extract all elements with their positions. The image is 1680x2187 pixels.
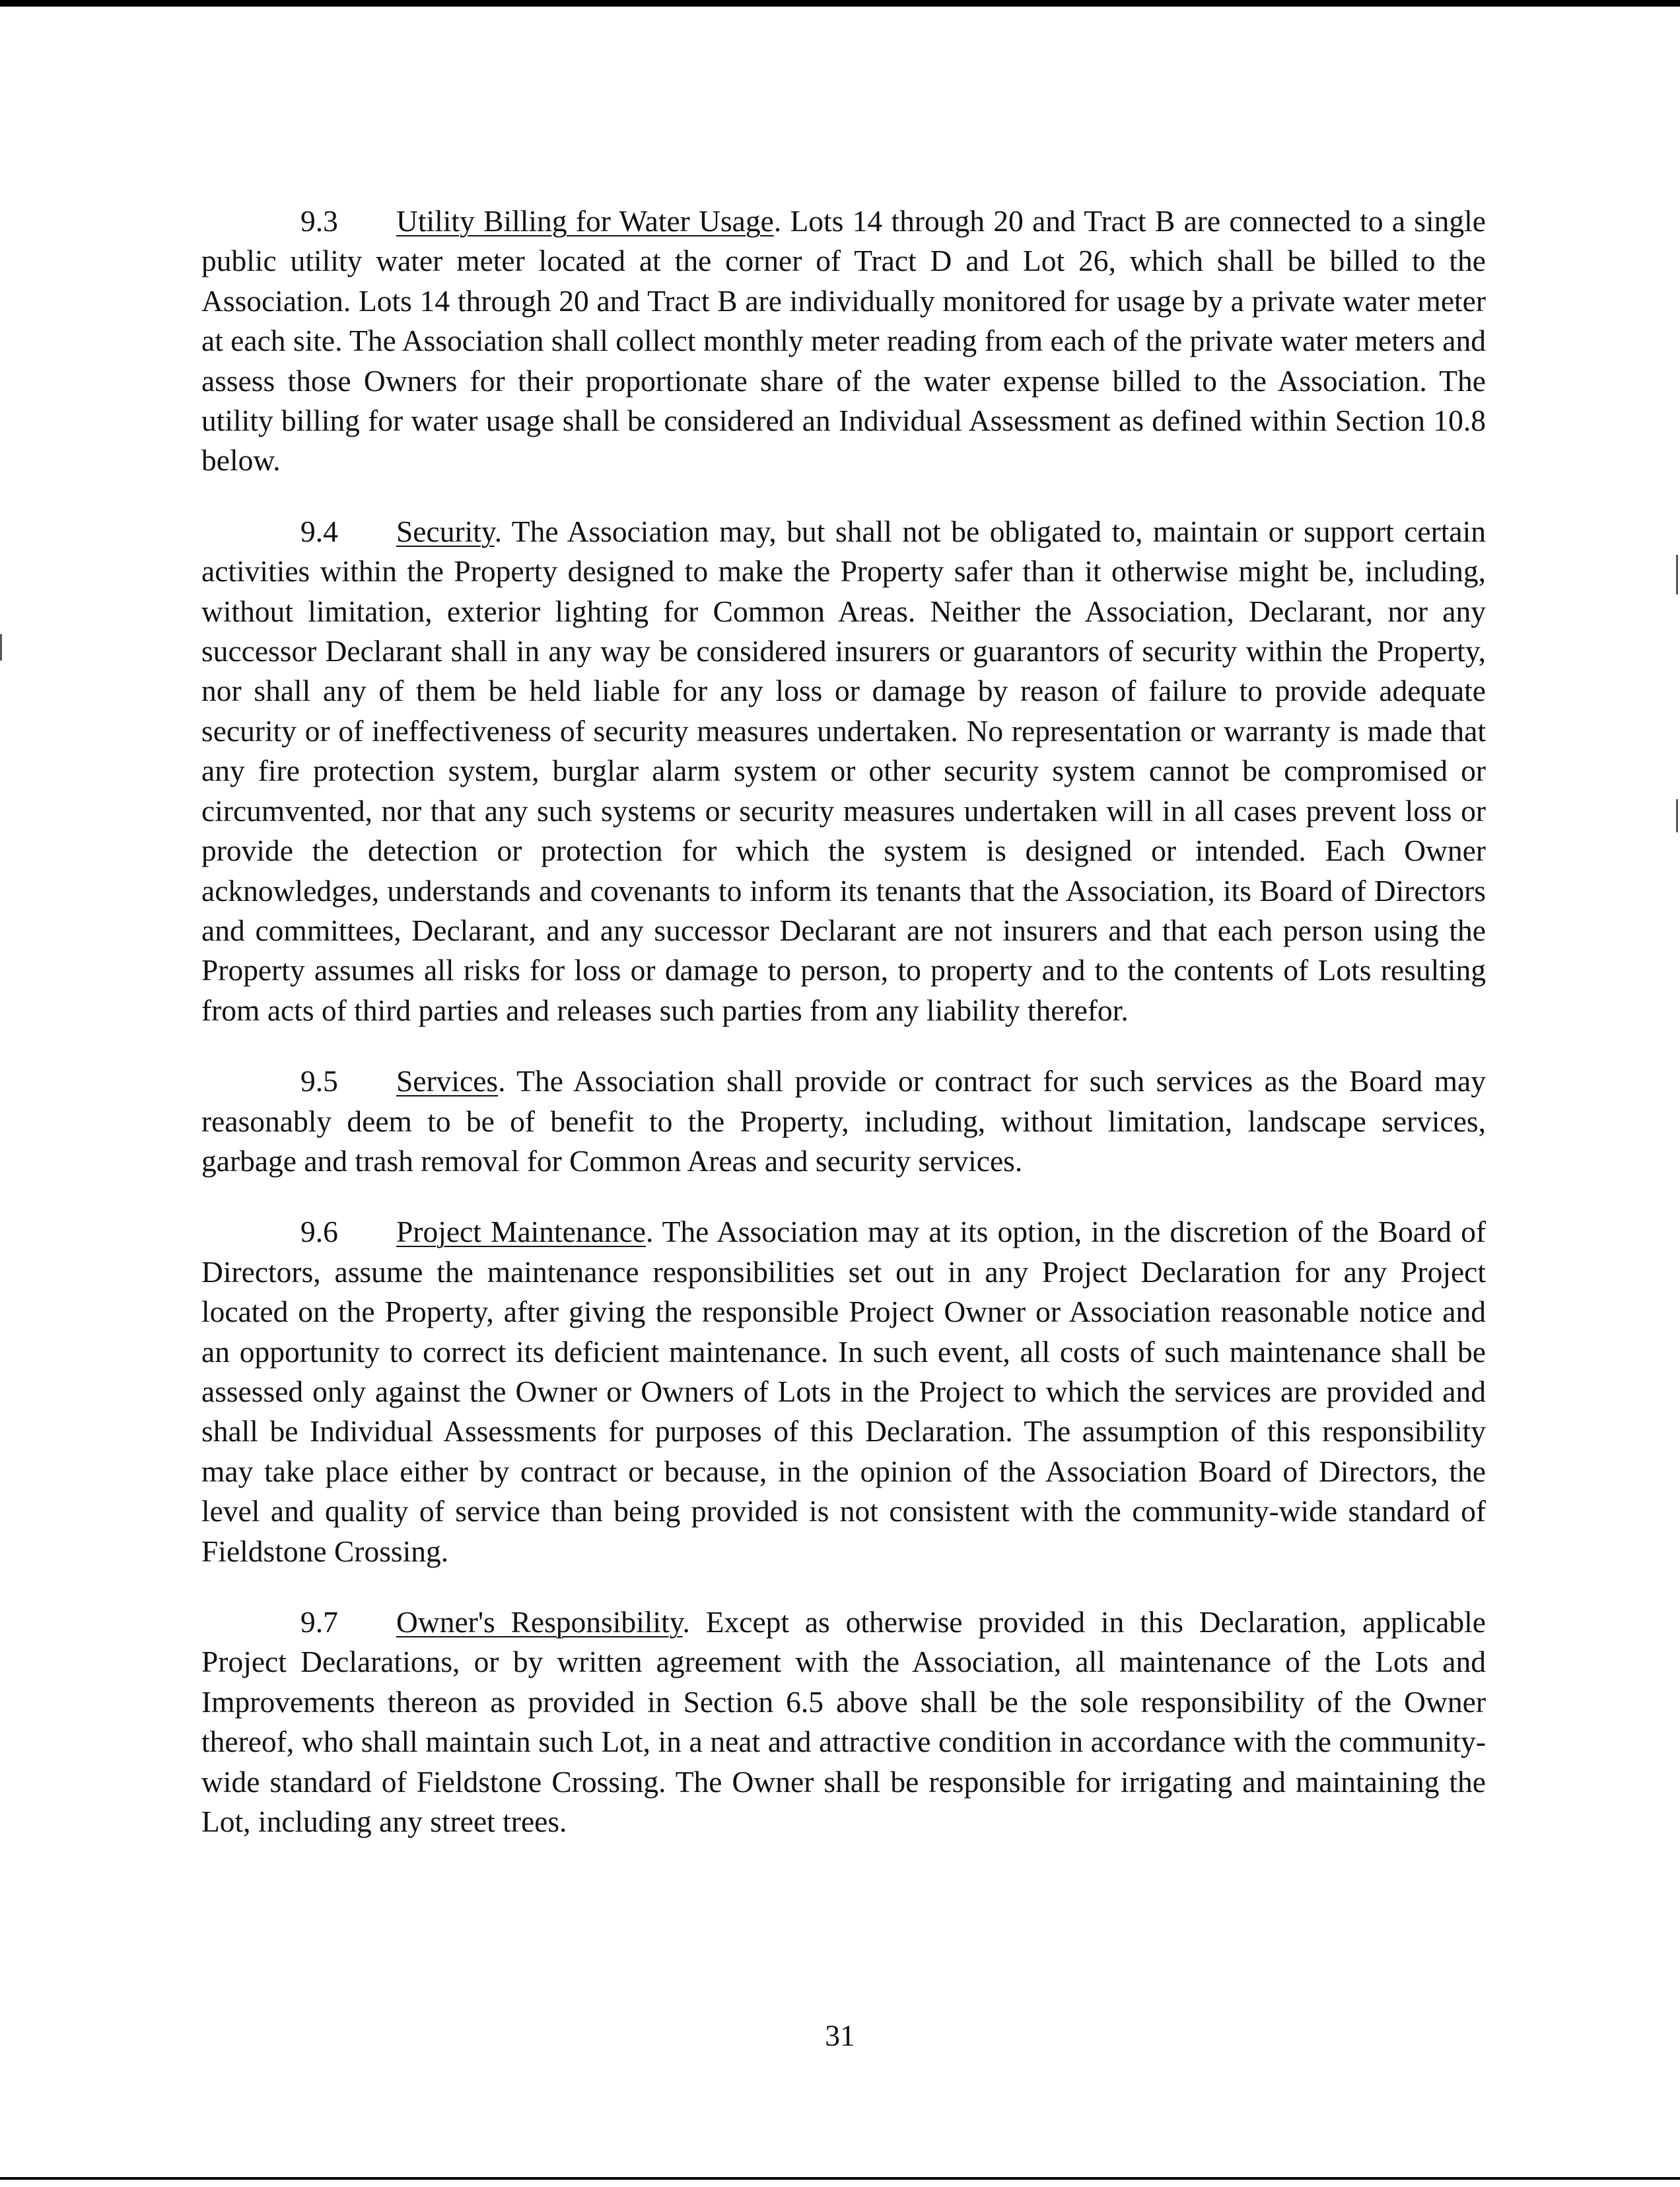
section-title: Utility Billing for Water Usage <box>396 204 774 238</box>
bottom-scan-border <box>0 2177 1680 2180</box>
section-9-5-paragraph <box>201 1061 1486 1181</box>
section-title: Security <box>396 514 495 548</box>
section-title: Project Maintenance <box>396 1215 646 1249</box>
section-number: 9.6 <box>300 1215 338 1249</box>
section-9-3-paragraph <box>201 201 1486 481</box>
scan-artifact-mark <box>1676 799 1678 832</box>
section-number: 9.5 <box>300 1064 338 1098</box>
section-body: . The Association may, but shall not be obligated to, maintain or support certain activities within the Property designed to make the Property safer than it otherwise might be, including, without limitation, exterior lighting for Common Areas. Neither the Association, Declarant, nor any successor Declarant shall in any way be considered insurers or guarantors of security within the Property, nor shall any of them be held liable for any loss or damage by reason of failure to provide adequate security or of ineffectiveness of security measures undertaken. No representation or warranty is made that any fire protection system, burglar alarm system or other security system cannot be compromised or circumvented, nor that any such systems or security measures undertaken will in all cases prevent loss or provide the detection or protection for which the system is designed or intended. Each Owner acknowledges, understands and covenants to inform its tenants that the Association, its Board of Directors and committees, Declarant, and any successor Declarant are not insurers and that each person using the Property assumes all risks for loss or damage to person, to property and to the contents of Lots resulting from acts of third parties and releases such parties from any liability therefor. <box>201 514 1486 1027</box>
section-number: 9.7 <box>300 1605 338 1639</box>
section-body: . Lots 14 through 20 and Tract B are connected to a single public utility water meter located at the corner of Tract D and Lot 26, which shall be billed to the Association. Lots 14 through 20 and Tract B are individually monitored for usage by a private water meter at each site. The Association shall collect monthly meter reading from each of the private water meters and assess those Owners for their proportionate share of the water expense billed to the Association. The utility billing for water usage shall be considered an Individual Assessment as defined within Section 10.8 below. <box>201 204 1486 478</box>
section-body: . The Association may at its option, in the discretion of the Board of Directors, assume the maintenance responsibilities set out in any Project Declaration for any Project located on the Property, after giving the responsible Project Owner or Association reasonable notice and an opportunity to correct its deficient maintenance. In such event, all costs of such maintenance shall be assessed only against the Owner or Owners of Lots in the Project to which the services are provided and shall be Individual Assessments for purposes of this Declaration. The assumption of this responsibility may take place either by contract or because, in the opinion of the Association Board of Directors, the level and quality of service than being provided is not consistent with the community-wide standard of Fieldstone Crossing. <box>201 1215 1486 1568</box>
top-scan-border <box>0 0 1680 7</box>
section-number: 9.4 <box>300 514 338 548</box>
document-body <box>201 201 1486 1873</box>
section-9-4-paragraph <box>201 512 1486 1030</box>
section-9-7-paragraph <box>201 1602 1486 1842</box>
section-title: Owner's Responsibility <box>396 1605 683 1639</box>
section-body: . The Association shall provide or contract for such services as the Board may reasonably deem to be of benefit to the Property, including, without limitation, landscape services, garbage and trash removal for Common Areas and security services. <box>201 1064 1486 1178</box>
page-number: 31 <box>825 2019 855 2052</box>
scan-artifact-mark <box>1676 555 1678 594</box>
section-body: . Except as otherwise provided in this Declaration, applicable Project Declarations, or by written agreement with the Association, all maintenance of the Lots and Improvements thereon as provided in Section 6.5 above shall be the sole responsibility of the Owner thereof, who shall maintain such Lot, in a neat and attractive condition in accordance with the community-wide standard of Fieldstone Crossing. The Owner shall be responsible for irrigating and maintaining the Lot, including any street trees. <box>201 1605 1487 1839</box>
section-9-6-paragraph <box>201 1212 1486 1571</box>
section-number: 9.3 <box>300 204 338 238</box>
scan-artifact-mark <box>0 634 2 661</box>
section-title: Services <box>396 1064 499 1098</box>
